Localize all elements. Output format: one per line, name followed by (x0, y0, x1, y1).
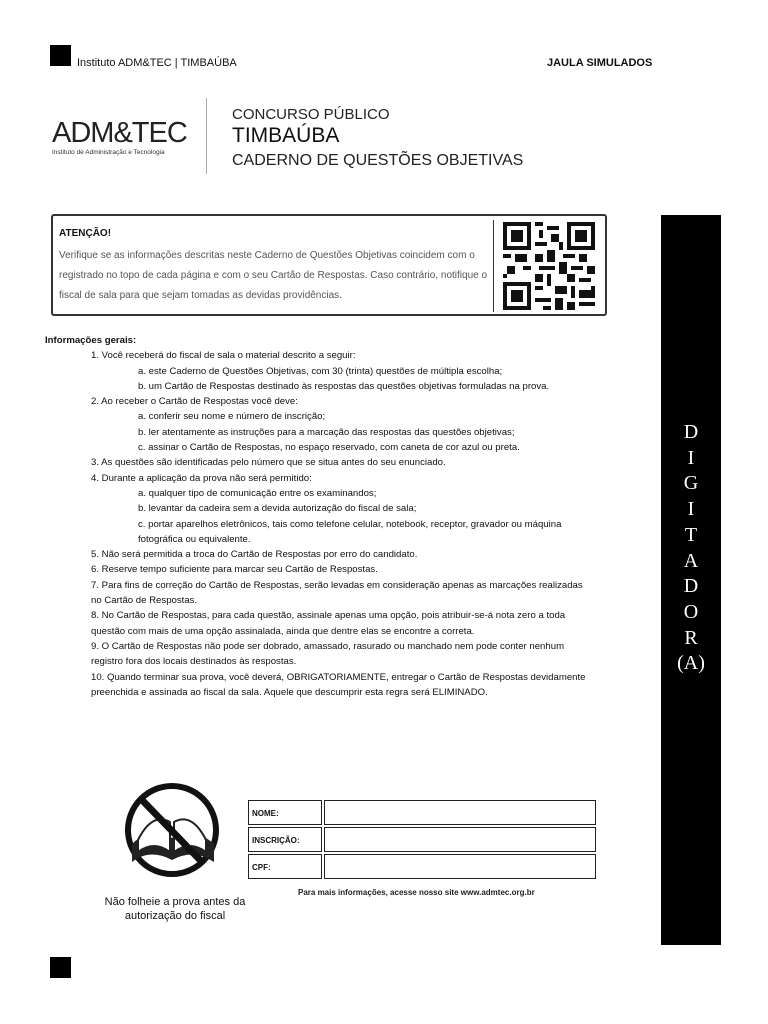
sign-caption: Não folheie a prova antes da autorização do fiscal (104, 896, 246, 922)
header-institute: Instituto ADM&TEC | TIMBAÚBA (77, 57, 237, 69)
info-item: 5. Não será permitida a troca do Cartão de Respostas por erro do candidato. (91, 549, 418, 561)
info-heading: Informações gerais: (45, 335, 137, 346)
form-row-inscricao (248, 827, 596, 852)
name-field[interactable] (324, 800, 596, 825)
info-item: 9. O Cartão de Respostas não pode ser dobrado, amassado, rasurado ou manchado nem pode conter nenhum (91, 640, 565, 652)
info-subitem: c. assinar o Cartão de Respostas, no espaço reservado, com caneta de cor azul ou preta. (138, 442, 520, 454)
cpf-label: CPF: (248, 854, 322, 879)
name-label: NOME: (248, 800, 322, 825)
info-item: 1. Você receberá do fiscal de sala o material descrito a seguir: (91, 350, 356, 362)
exam-city: TIMBAÚBA (232, 124, 340, 147)
info-item: 8. No Cartão de Respostas, para cada questão, assinale apenas uma opção, pois atribuir-se-á nota zero a toda (91, 610, 566, 622)
attention-text: Verifique se as informações descritas neste Caderno de Questões Objetivas coincidem com o registrado no topo de cada página e com o seu Cartão de Respostas. Caso contrário, notifique o fiscal de sala para que sejam tomadas as devidas providências. (59, 250, 488, 301)
attention-title: ATENÇÃO! (59, 228, 112, 239)
info-subitem: b. ler atentamente as instruções para a marcação das respostas das questões objetivas; (138, 426, 515, 438)
cpf-field[interactable] (324, 854, 596, 879)
info-item: 7. Para fins de correção do Cartão de Respostas, serão levadas em consideração apenas as marcações realizadas (91, 579, 583, 591)
admtec-logo (52, 118, 202, 166)
attention-divider (493, 220, 494, 312)
inscricao-label: INSCRIÇÃO: (248, 827, 322, 852)
info-item-cont: no Cartão de Respostas. (91, 595, 198, 607)
candidate-form (248, 800, 596, 881)
info-subitem: c. portar aparelhos eletrônicos, tais como telefone celular, notebook, receptor, gravador ou máquina (138, 518, 562, 530)
info-subitem: b. um Cartão de Respostas destinado às respostas das questões objetivas formuladas na prova. (138, 380, 550, 392)
info-item: 2. Ao receber o Cartão de Respostas você deve: (91, 396, 298, 408)
info-subitem: a. este Caderno de Questões Objetivas, com 30 (trinta) questões de múltipla escolha; (138, 365, 503, 377)
logo-main-text: ADM&TEC (52, 117, 187, 149)
info-subitem: a. conferir seu nome e número de inscrição; (138, 411, 326, 423)
info-item: 6. Reserve tempo suficiente para marcar seu Cartão de Respostas. (91, 564, 378, 576)
exam-type: CONCURSO PÚBLICO (232, 106, 390, 123)
form-row-cpf (248, 854, 596, 879)
info-item-cont: questão com mais de uma opção assinalada, ainda que dentre elas se encontre a correta. (91, 625, 475, 637)
info-item-cont: preenchida e assinada ao fiscal da sala. Aquele que descumprir esta regra será ELIMINADO. (91, 686, 488, 698)
info-subitem: b. levantar da cadeira sem a devida autorização do fiscal de sala; (138, 503, 417, 515)
attention-box (51, 214, 607, 316)
qr-code-icon (503, 222, 595, 310)
header-brand: JAULA SIMULADOS (547, 57, 653, 69)
info-subitem: a. qualquer tipo de comunicação entre os examinandos; (138, 487, 377, 499)
role-side-banner (661, 215, 721, 945)
corner-mark-top (50, 45, 71, 66)
no-reading-sign-icon (110, 782, 250, 882)
info-item-cont: registro fora dos locais destinados às respostas. (91, 656, 297, 668)
info-item: 4. Durante a aplicação da prova não será permitido: (91, 472, 312, 484)
form-row-name (248, 800, 596, 825)
general-info (45, 333, 645, 700)
info-item: 10. Quando terminar sua prova, você deverá, OBRIGATORIAMENTE, entregar o Cartão de Respostas devidamente (91, 671, 586, 683)
info-item: 3. As questões são identificadas pelo número que se situa antes do seu enunciado. (91, 457, 446, 469)
corner-mark-bottom (50, 957, 71, 978)
logo-subtitle: Instituto de Administração e Tecnologia (52, 149, 165, 156)
header-divider (206, 98, 207, 174)
booklet-title: CADERNO DE QUESTÕES OBJETIVAS (232, 152, 524, 169)
role-label: D I G I T A D O R (A) (677, 421, 705, 675)
form-note: Para mais informações, acesse nosso site www.admtec.org.br (298, 888, 535, 897)
inscricao-field[interactable] (324, 827, 596, 852)
info-subitem-cont: fotográfica ou equivalente. (138, 533, 251, 545)
